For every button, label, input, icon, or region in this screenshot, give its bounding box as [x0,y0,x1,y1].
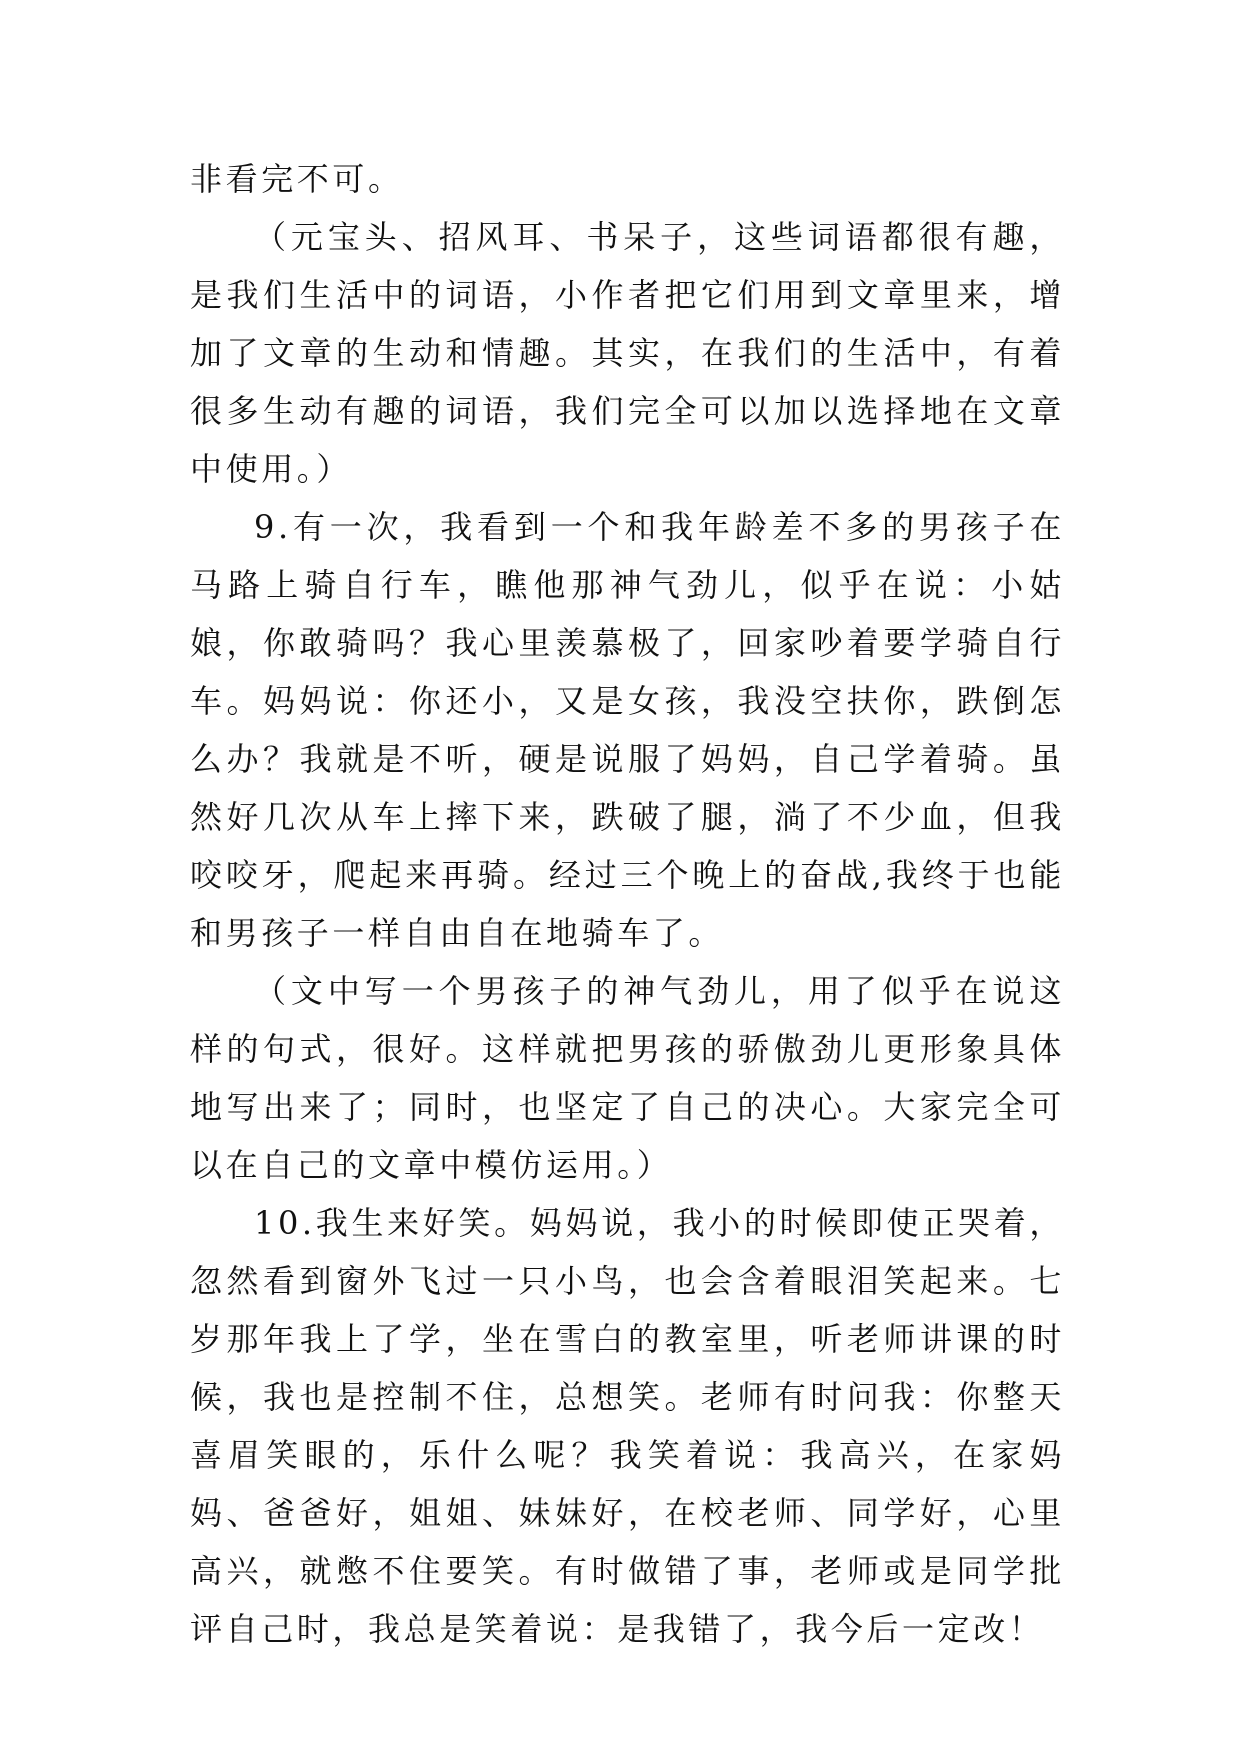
paragraph-continuation: 非看完不可。 [190,160,404,198]
paragraph-comment-1: （元宝头、招风耳、书呆子，这些词语都很有趣，是我们生活中的词语，小作者把它们用到文章里来，增加了文章的生动和情趣。其实，在我们的生活中，有着很多生动有趣的词语，我们完全可以加以选择地在文章中使用。） [190,218,1065,488]
paragraph-example-9: 9.有一次，我看到一个和我年龄差不多的男孩子在马路上骑自行车，瞧他那神气劲儿，似乎在说：小姑娘，你敢骑吗？我心里羡慕极了，回家吵着要学骑自行车。妈妈说：你还小，又是女孩，我没空扶你，跌倒怎么办？我就是不听，硬是说服了妈妈，自己学着骑。虽然好几次从车上摔下来，跌破了腿，淌了不少血，但我咬咬牙，爬起来再骑。经过三个晚上的奋战,我终于也能和男孩子一样自由自在地骑车了。 [190,508,1065,952]
paragraph-comment-2: （文中写一个男孩子的神气劲儿，用了似乎在说这样的句式，很好。这样就把男孩的骄傲劲儿更形象具体地写出来了；同时，也坚定了自己的决心。大家完全可以在自己的文章中模仿运用。） [190,972,1065,1184]
document-body [190,150,1065,1658]
paragraph-example-10: 10.我生来好笑。妈妈说，我小的时候即使正哭着，忽然看到窗外飞过一只小鸟，也会含着眼泪笑起来。七岁那年我上了学，坐在雪白的教室里，听老师讲课的时候，我也是控制不住，总想笑。老师有时问我：你整天喜眉笑眼的，乐什么呢？我笑着说：我高兴，在家妈妈、爸爸好，姐姐、妹妹好，在校老师、同学好，心里高兴，就憋不住要笑。有时做错了事，老师或是同学批评自己时，我总是笑着说：是我错了，我今后一定改！ [190,1204,1065,1648]
